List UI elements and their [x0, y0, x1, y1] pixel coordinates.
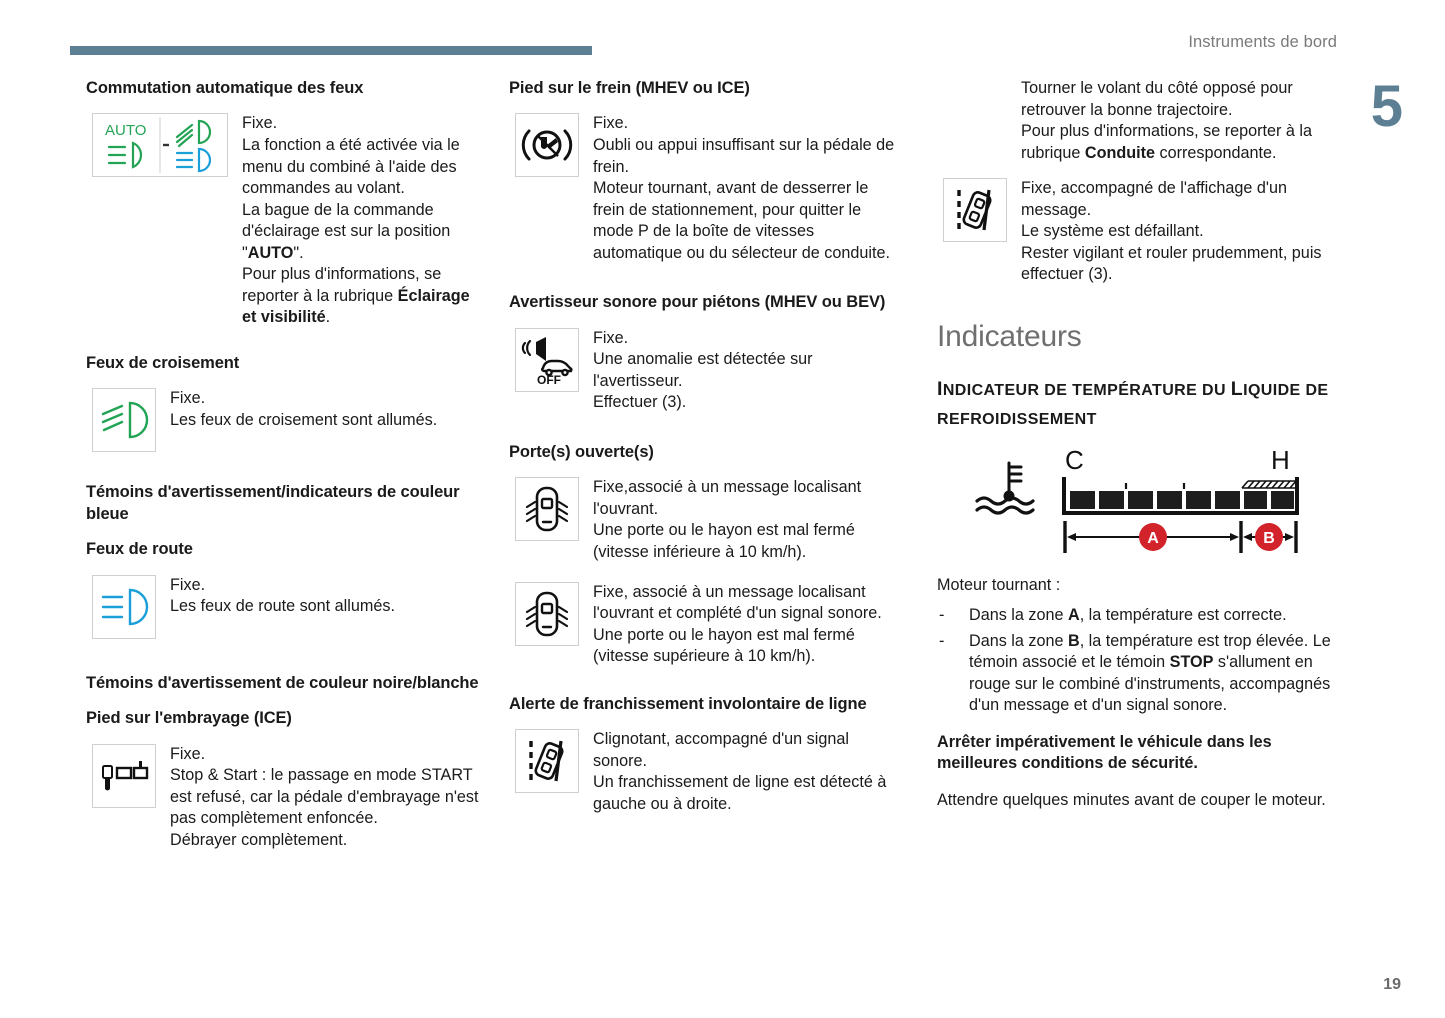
heading-alerte-franchissement: Alerte de franchissement involontaire de ligne: [509, 694, 867, 713]
zone-list: [937, 605, 1331, 717]
zone-b-text-3: s'allument en rouge sur le combiné d'instruments, accompagnés d'un message et d'un signal sonore.: [969, 653, 1331, 715]
column-3: [937, 78, 1331, 811]
entry-high-beam: [86, 575, 480, 639]
high-beam-blue-icon: [92, 575, 156, 639]
auto-line-4-bold: Éclairage et visibilité: [242, 286, 470, 327]
entry-auto-headlight: [86, 113, 480, 328]
door-open-icon: [515, 477, 579, 541]
svg-text:OFF: OFF: [537, 372, 561, 385]
entry-low-beam: [86, 388, 480, 452]
low-beam-line-1: Fixe.: [170, 389, 206, 408]
door1-line-1: Fixe,associé à un message localisant l'ouvrant.: [593, 478, 862, 518]
heading-portes-ouvertes: Porte(s) ouverte(s): [509, 442, 654, 461]
auto-headlight-switch-icon: [92, 113, 228, 177]
entry-lane-departure-text: [593, 729, 903, 815]
brake-pedal-icon: [515, 113, 579, 177]
high-beam-line-1: Fixe.: [170, 575, 206, 594]
svg-text:AUTO: AUTO: [105, 122, 147, 140]
entry-brake-pedal-text: [593, 113, 903, 264]
heading-pied-sur-le-frein: Pied sur le frein (MHEV ou ICE): [509, 79, 750, 97]
clutch-line-3: Débrayer complètement.: [170, 830, 348, 849]
entry-door-open-high-speed: [509, 582, 903, 668]
pedestrian-sound-off-icon: [515, 328, 579, 392]
entry-pedestrian-sound-text: [593, 328, 903, 414]
svg-text:H: H: [1271, 447, 1290, 476]
list-item: [937, 605, 1331, 627]
entry-brake-pedal: [509, 113, 903, 264]
auto-line-3: [242, 200, 480, 265]
temp-heading-sc-2: IQUIDE DE REFROIDISSEMENT: [937, 381, 1329, 429]
heading-commutation-automatique: Commutation automatique des feux: [86, 79, 364, 97]
entry-lane-system-fault: [937, 178, 1331, 286]
door2-line-2: Une porte ou le hayon est mal fermé (vitesse supérieure à 10 km/h).: [593, 625, 855, 666]
entry-clutch-pedal-text: [170, 744, 480, 852]
clutch-line-1: Fixe.: [170, 744, 206, 763]
list-dash: -: [939, 631, 945, 650]
col3-top-line-2: [1021, 121, 1331, 164]
entry-lane-continuation: [937, 78, 1331, 164]
clutch-pedal-icon: [92, 744, 156, 808]
zone-a-text-2: , la température est correcte.: [1079, 605, 1287, 624]
zone-a-label: A: [1067, 605, 1080, 624]
lane-line-1: Clignotant, accompagné d'un signal sonore.: [593, 730, 849, 770]
column-2: [509, 78, 903, 833]
lane-fault-line-2: Le système est défaillant.: [1021, 222, 1204, 241]
lane-departure-icon: [515, 729, 579, 793]
low-beam-line-2: Les feux de croisement sont allumés.: [170, 410, 438, 429]
zone-a-text-1: Dans la zone: [969, 605, 1068, 624]
heading-temoins-noire-blanche: Témoins d'avertissement de couleur noire/blanche: [86, 673, 479, 692]
temp-heading-cap-1: I: [937, 377, 943, 400]
temp-heading-cap-2: L: [1230, 377, 1244, 400]
lane-line-2: Un franchissement de ligne est détecté à gauche ou à droite.: [593, 773, 887, 813]
text-attendre-minutes: Attendre quelques minutes avant de couper le moteur.: [937, 790, 1326, 809]
stop-warning-label: STOP: [1169, 653, 1214, 672]
clutch-line-2: Stop & Start : le passage en mode START est refusé, car la pédale d'embrayage n'est pas complètement enfoncée.: [170, 766, 479, 828]
lane-fault-line-1: Fixe, accompagné de l'affichage d'un message.: [1021, 179, 1287, 219]
chapter-number: 5: [1370, 74, 1403, 139]
heading-pied-embrayage: Pied sur l'embrayage (ICE): [86, 709, 292, 728]
auto-line-4c: .: [325, 308, 331, 327]
col3-top-line-1: Tourner le volant du côté opposé pour retrouver la bonne trajectoire.: [1021, 79, 1293, 119]
door1-line-2: Une porte ou le hayon est mal fermé (vitesse inférieure à 10 km/h).: [593, 521, 855, 561]
heading-avertisseur-sonore: Avertisseur sonore pour piétons (MHEV ou BEV): [509, 293, 886, 312]
high-beam-line-2: Les feux de route sont allumés.: [170, 597, 395, 616]
entry-clutch-pedal: [86, 744, 480, 852]
auto-line-4a: Pour plus d'informations, se reporter à la rubrique: [242, 265, 442, 305]
entry-lane-departure: [509, 729, 903, 815]
heading-feux-de-croisement: Feux de croisement: [86, 353, 240, 372]
list-item: [937, 631, 1331, 717]
page-header-title: Instruments de bord: [1188, 33, 1337, 51]
svg-text:C: C: [1065, 447, 1084, 476]
entry-door-open-high-speed-text: [593, 582, 903, 668]
column-1: [86, 78, 480, 869]
list-dash: -: [939, 605, 945, 624]
entry-high-beam-text: [170, 575, 480, 618]
entry-auto-headlight-text: [242, 113, 480, 328]
col3-top-line-2-bold: Conduite: [1084, 143, 1156, 162]
heading-feux-de-route: Feux de route: [86, 540, 193, 559]
auto-line-2: La fonction a été activée via le menu du combiné à l'aide des commandes au volant.: [242, 135, 460, 198]
pedestrian-line-1: Fixe.: [593, 328, 629, 347]
auto-line-4: [242, 264, 480, 329]
svg-text:B: B: [1263, 530, 1275, 548]
entry-lane-system-fault-text: [1021, 178, 1331, 286]
entry-low-beam-text: [170, 388, 480, 431]
zone-b-text-2: , la température est trop élevée. Le témoin associé et le témoin: [969, 631, 1331, 672]
text-moteur-tournant: Moteur tournant :: [937, 576, 1061, 595]
door2-line-1: Fixe, associé à un message localisant l'ouvrant et complété d'un signal sonore.: [593, 582, 882, 623]
col3-top-line-2c: correspondante.: [1155, 143, 1277, 162]
lane-fault-line-3: Rester vigilant et rouler prudemment, puis effectuer (3).: [1021, 243, 1322, 284]
heading-temoins-bleue: Témoins d'avertissement/indicateurs de couleur bleue: [86, 483, 460, 523]
entry-door-open-low-speed-text: [593, 477, 903, 563]
zone-b-label: B: [1067, 631, 1080, 650]
temp-heading-sc-1: NDICATEUR DE TEMPÉRATURE DU: [942, 381, 1231, 399]
door-open-icon: [515, 582, 579, 646]
text-arreter-vehicule: Arrêter impérativement le véhicule dans les meilleures conditions de sécurité.: [937, 732, 1272, 773]
auto-line-3-bold: AUTO: [247, 243, 294, 262]
auto-line-3a: La bague de la commande d'éclairage est sur la position ": [242, 200, 451, 262]
auto-line-3c: ".: [293, 243, 304, 262]
entry-door-open-low-speed: [509, 477, 903, 563]
pedestrian-line-2: Une anomalie est détectée sur l'avertisseur.: [593, 350, 813, 390]
lane-departure-icon: [943, 178, 1007, 242]
svg-text:A: A: [1147, 530, 1159, 548]
pedestrian-line-3: Effectuer (3).: [593, 393, 687, 412]
header-accent-bar: [70, 46, 592, 55]
brake-line-1: Fixe.: [593, 114, 629, 133]
entry-pedestrian-sound: [509, 328, 903, 414]
entry-lane-continuation-text: [1021, 78, 1331, 164]
coolant-temperature-gauge-figure: [937, 447, 1331, 557]
heading-indicateur-temperature: [937, 375, 1331, 434]
page-number: 19: [1383, 976, 1401, 993]
brake-line-3: Moteur tournant, avant de desserrer le frein de stationnement, pour quitter le mode P de la boîte de vitesses automatique ou du sélecteur de conduite.: [593, 179, 890, 262]
col3-top-line-2a: Pour plus d'informations, se reporter à la rubrique: [1021, 122, 1313, 162]
low-beam-green-icon: [92, 388, 156, 452]
brake-line-2: Oubli ou appui insuffisant sur la pédale de frein.: [593, 135, 895, 176]
heading-indicateurs: Indicateurs: [937, 319, 1082, 353]
auto-line-1: Fixe.: [242, 114, 278, 133]
zone-b-text-1: Dans la zone: [969, 631, 1068, 650]
